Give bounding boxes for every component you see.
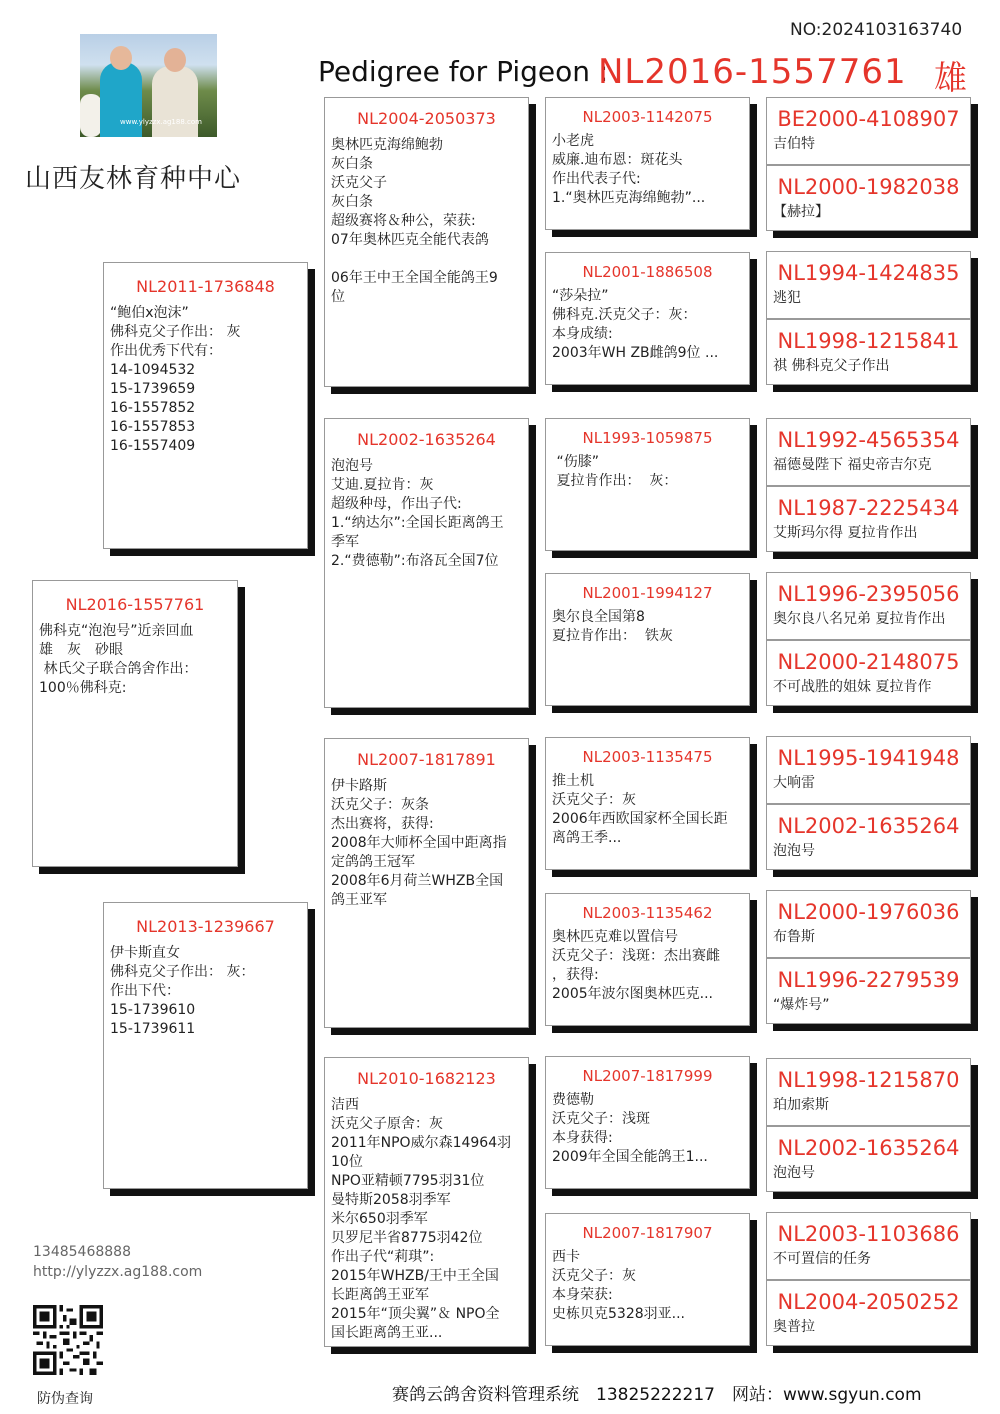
great-grandparent-ring: NL2007-1817907	[582, 1224, 713, 1242]
ggg-ring: NL2004-2050252	[777, 1290, 960, 1314]
great-grandparent-info: 奥林匹克难以置信号 沃克父子：浅斑：杰出赛雌 ，获得: 2005年波尔图奥林匹克...	[552, 929, 720, 1002]
ggg-ring: BE2000-4108907	[777, 107, 960, 131]
qr-code-icon[interactable]	[33, 1305, 103, 1375]
ggg-ring: NL1998-1215841	[777, 329, 960, 353]
great-grandparent-card	[545, 573, 750, 706]
ggg-ring: NL1995-1941948	[777, 746, 960, 770]
subject-ring: NL2016-1557761	[65, 595, 205, 614]
ggg-ring: NL1987-2225434	[777, 496, 960, 520]
ggg-pair-card	[766, 418, 971, 552]
ggg-note: 不可置信的任务	[773, 1251, 871, 1267]
great-grandparent-info: 推土机 沃克父子：灰 2006年西欧国家杯全国长距 离鸽王季...	[552, 773, 728, 846]
ggg-note: “爆炸号”	[773, 997, 830, 1013]
subject-info: 佛科克“泡泡号”近亲回血 雄 灰 砂眼 林氏父子联合鸽舍作出： 100％佛科克:	[39, 623, 198, 696]
grandparent-info: 泡泡号 艾迪.夏拉肯：灰 超级种母，作出子代: 1.“纳达尔”:全国长距离鸽王 季军 2.“费德勒”:布洛瓦全国7位	[331, 458, 504, 569]
loft-name: 山西友林育种中心	[25, 164, 242, 194]
great-grandparent-ring: NL2001-1994127	[582, 584, 713, 602]
grandparent-card	[324, 738, 529, 1028]
ggg-note: 布鲁斯	[773, 929, 815, 945]
ggg-pair-card	[766, 736, 971, 870]
contact-phone: 13485468888	[33, 1244, 131, 1260]
ggg-pair-card	[766, 251, 971, 385]
ggg-note: 奥尔良八名兄弟 夏拉肯作出	[773, 611, 946, 627]
great-grandparent-info: 西卡 沃克父子：灰 本身荣获: 史栋贝克5328羽亚...	[552, 1249, 685, 1322]
grandparent-ring: NL2007-1817891	[357, 750, 496, 769]
ggg-ring: NL1996-2279539	[777, 968, 960, 992]
qr-label: 防伪查询	[37, 1391, 93, 1407]
contact-url[interactable]: http://ylyzzx.ag188.com	[33, 1264, 203, 1280]
sire-info: “鲍伯x泡沫” 佛科克父子作出： 灰 作出优秀下代有： 14-1094532 15-1739659 16-1557852 16-1557853 16-1557409	[110, 305, 241, 454]
ggg-note: 祺 佛科克父子作出	[773, 358, 890, 374]
ggg-note: 福德曼陛下 福史帝吉尔克	[773, 457, 932, 473]
grandparent-ring: NL2010-1682123	[357, 1069, 496, 1088]
ggg-note: 逃犯	[773, 290, 801, 306]
dam-ring: NL2013-1239667	[136, 917, 275, 936]
great-grandparent-card	[545, 418, 750, 551]
great-grandparent-info: “莎朵拉” 佛科克.沃克父子：灰： 本身成绩: 2003年WH ZB雌鸽9位 ...	[552, 288, 719, 361]
footer: 赛鸽云鸽舍资料管理系统 13825222217 网站：www.sgyun.com	[392, 1385, 922, 1405]
ggg-note: 奥普拉	[773, 1319, 815, 1335]
great-grandparent-card	[545, 252, 750, 385]
great-grandparent-card	[545, 737, 750, 870]
grandparent-ring: NL2002-1635264	[357, 430, 496, 449]
pedigree-title-ring: NL2016-1557761	[598, 52, 907, 92]
great-grandparent-info: 奥尔良全国第8 夏拉肯作出： 铁灰	[552, 609, 673, 644]
ggg-note: 珀加索斯	[773, 1097, 829, 1113]
great-grandparent-info: 小老虎 威廉.迪布恩：斑花头 作出代表子代: 1.“奥林匹克海绵鲍勃”...	[552, 133, 706, 206]
ggg-pair-card	[766, 1212, 971, 1346]
ggg-ring: NL1992-4565354	[777, 428, 960, 452]
ggg-ring: NL2000-1976036	[777, 900, 960, 924]
ggg-ring: NL1996-2395056	[777, 582, 960, 606]
photo-watermark: www.ylyzzx.ag188.com	[120, 118, 202, 126]
grandparent-card	[324, 418, 529, 708]
pedigree-title-sex: 雄	[934, 58, 967, 97]
ggg-pair-card	[766, 97, 971, 231]
dam-card	[103, 902, 308, 1189]
great-grandparent-ring: NL1993-1059875	[582, 429, 713, 447]
ggg-pair-card	[766, 1058, 971, 1192]
great-grandparent-card	[545, 1056, 750, 1189]
ggg-pair-card	[766, 890, 971, 1024]
grandparent-ring: NL2004-2050373	[357, 109, 496, 128]
ggg-ring: NL2002-1635264	[777, 1136, 960, 1160]
great-grandparent-ring: NL2003-1135475	[582, 748, 713, 766]
ggg-ring: NL1994-1424835	[777, 261, 960, 285]
pedigree-title-label: Pedigree for Pigeon :	[318, 55, 609, 88]
ggg-ring: NL2002-1635264	[777, 814, 960, 838]
contact-block	[33, 1242, 202, 1282]
great-grandparent-ring: NL2007-1817999	[582, 1067, 713, 1085]
ggg-ring: NL2003-1103686	[777, 1222, 960, 1246]
great-grandparent-card	[545, 97, 750, 230]
breeder-photo	[80, 34, 217, 137]
grandparent-card	[324, 1057, 529, 1347]
ggg-note: 艾斯玛尔得 夏拉肯作出	[773, 525, 918, 541]
sire-card	[103, 262, 308, 549]
great-grandparent-info: 费德勒 沃克父子：浅斑 本身获得: 2009年全国全能鸽王1...	[552, 1092, 708, 1165]
subject-card	[32, 580, 238, 867]
ggg-ring: NL2000-1982038	[777, 175, 960, 199]
grandparent-info: 奥林匹克海绵鲍勃 灰白条 沃克父子 灰白条 超级赛将＆种公，荣获: 07年奥林匹克全能代表鸽 06年王中王全国全能鸽王9 位	[331, 137, 498, 305]
ggg-note: 吉伯特	[773, 136, 815, 152]
document-number: NO:2024103163740	[790, 20, 963, 40]
ggg-ring: NL1998-1215870	[777, 1068, 960, 1092]
ggg-note: 泡泡号	[773, 1165, 815, 1181]
ggg-note: 泡泡号	[773, 843, 815, 859]
dam-info: 伊卡斯直女 佛科克父子作出： 灰： 作出下代： 15-1739610 15-1739611	[110, 945, 255, 1037]
ggg-note: 【赫拉】	[773, 204, 829, 220]
sire-ring: NL2011-1736848	[136, 277, 275, 296]
ggg-pair-card	[766, 572, 971, 706]
great-grandparent-ring: NL2001-1886508	[582, 263, 713, 281]
great-grandparent-info: “伤膝” 夏拉肯作出： 灰：	[556, 454, 678, 489]
ggg-note: 大响雷	[773, 775, 815, 791]
great-grandparent-ring: NL2003-1142075	[582, 108, 713, 126]
great-grandparent-ring: NL2003-1135462	[582, 904, 713, 922]
ggg-note: 不可战胜的姐妹 夏拉肯作	[773, 679, 932, 695]
grandparent-info: 伊卡路斯 沃克父子：灰条 杰出赛将，获得: 2008年大师杯全国中距离指 定鸽鸽王冠军 2008年6月荷兰WHZB全国 鸽王亚军	[331, 778, 507, 908]
ggg-ring: NL2000-2148075	[777, 650, 960, 674]
great-grandparent-card	[545, 893, 750, 1026]
grandparent-info: 洁西 沃克父子原舍：灰 2011年NPO威尔森14964羽 10位 NPO亚精顿7795羽31位 曼特斯2058羽季军 米尔650羽季军 贝罗尼半省8775羽42位 作出子代“莉琪”: 2015年WHZB/王中王全国 长距离鸽王亚军 2015年“顶尖翼”＆ NPO全 国长距离鸽王亚...	[331, 1097, 512, 1341]
great-grandparent-card	[545, 1213, 750, 1346]
grandparent-card	[324, 97, 529, 387]
